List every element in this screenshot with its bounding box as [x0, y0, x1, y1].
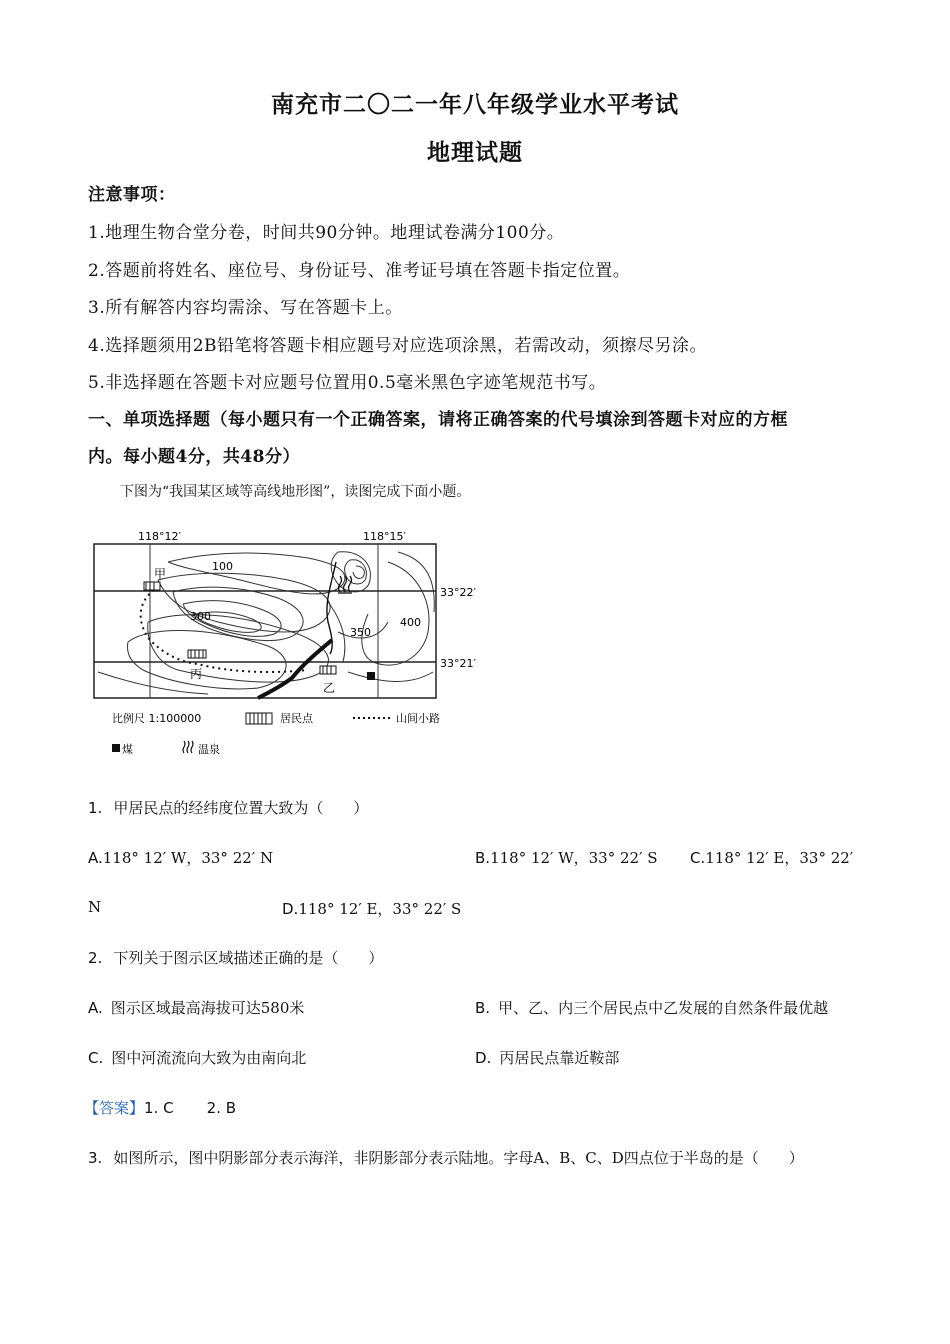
option-label: C. — [690, 849, 706, 867]
lat-label-top: 33°22′ — [440, 586, 476, 599]
q2-option-d[interactable] — [475, 1047, 619, 1068]
exam-title: 南充市二〇二一年八年级学业水平考试 — [271, 91, 679, 118]
q1-option-c-continued: N — [88, 898, 102, 916]
question-number: 1. — [88, 799, 103, 817]
note-item: 3.所有解答内容均需涂、写在答题卡上。 — [88, 298, 403, 318]
option-label: B. — [475, 999, 491, 1017]
coal-symbol — [367, 672, 375, 680]
map-frame — [94, 544, 436, 698]
note-item: 2.答题前将姓名、座位号、身份证号、准考证号填在答题卡指定位置。 — [88, 261, 631, 281]
contour-label-400: 400 — [400, 616, 421, 629]
figure-intro: 下图为“我国某区域等高线地形图”，读图完成下面小题。 — [120, 484, 471, 500]
answer-block — [84, 1097, 236, 1118]
legend-coal: 煤 — [122, 743, 133, 756]
question-3 — [88, 1147, 804, 1168]
option-text: 118° 12′ E，33° 22′ S — [298, 900, 462, 918]
question-2 — [88, 947, 383, 968]
place-label-yi: 乙 — [323, 681, 336, 695]
legend-path: 山间小路 — [396, 712, 440, 725]
section-heading: 一、单项选择题（每小题只有一个正确答案，请将正确答案的代号填涂到答题卡对应的方框 — [88, 410, 788, 430]
option-label: D. — [475, 1049, 492, 1067]
contour-label-100: 100 — [212, 560, 233, 573]
legend-settlement: 居民点 — [280, 712, 313, 725]
option-label: D. — [282, 900, 299, 918]
option-text: 118° 12′ W，33° 22′ N — [102, 849, 274, 867]
question-number: 3. — [88, 1149, 103, 1167]
contour-label-350: 350 — [350, 626, 371, 639]
note-item: 4.选择题须用2B铅笔将答题卡相应题号对应选项涂黑，若需改动，须擦尽另涂。 — [88, 336, 708, 356]
answer-label: 【答案】 — [84, 1099, 145, 1117]
q1-option-d[interactable] — [282, 898, 461, 919]
q1-option-b[interactable] — [475, 847, 658, 868]
option-text: 118° 12′ W，33° 22′ S — [490, 849, 658, 867]
lon-label-right: 118°15′ — [363, 530, 406, 543]
q1-option-c[interactable] — [690, 847, 853, 868]
contour-map — [88, 522, 488, 764]
lat-label-bottom: 33°21′ — [440, 657, 476, 670]
note-item: 1.地理生物合堂分卷，时间共90分钟。地理试卷满分100分。 — [88, 223, 565, 243]
exam-subtitle: 地理试题 — [427, 139, 523, 166]
option-text: 丙居民点靠近鞍部 — [499, 1049, 620, 1067]
legend-coal-icon — [112, 744, 120, 752]
settlement-yi — [320, 666, 336, 674]
notes-heading: 注意事项： — [88, 185, 176, 205]
option-text: 118° 12′ E，33° 22′ — [705, 849, 854, 867]
q2-option-b[interactable] — [475, 997, 828, 1018]
q2-option-a[interactable] — [88, 997, 304, 1018]
option-label: A. — [88, 849, 103, 867]
legend-spring: 温泉 — [198, 743, 220, 756]
note-item: 5.非选择题在答题卡对应题号位置用0.5毫米黑色字迹笔规范书写。 — [88, 373, 607, 393]
contour-label-300: 300 — [190, 610, 211, 623]
q2-option-c[interactable] — [88, 1047, 306, 1068]
place-label-jia: 甲 — [154, 567, 167, 581]
question-number: 2. — [88, 949, 103, 967]
legend-spring-icon — [183, 741, 193, 753]
option-text: 图示区域最高海拔可达580米 — [110, 999, 305, 1017]
option-text: 甲、乙、内三个居民点中乙发展的自然条件最优越 — [498, 999, 829, 1017]
question-stem: 如图所示，图中阴影部分表示海洋，非阴影部分表示陆地。字母A、B、C、D四点位于半岛的是（ ） — [113, 1149, 804, 1167]
option-label: A. — [88, 999, 103, 1017]
option-label: C. — [88, 1049, 104, 1067]
map-scale: 比例尺 1:100000 — [112, 712, 202, 725]
lon-label-left: 118°12′ — [138, 530, 181, 543]
section-heading-cont: 内。每小题4分，共48分） — [88, 447, 300, 467]
question-stem: 甲居民点的经纬度位置大致为（ ） — [113, 799, 369, 817]
q1-option-a[interactable] — [88, 847, 273, 868]
question-1 — [88, 797, 368, 818]
question-stem: 下列关于图示区域描述正确的是（ ） — [113, 949, 384, 967]
answer-2: 2. B — [206, 1099, 237, 1117]
place-label-bing: 丙 — [190, 667, 203, 681]
answer-1: 1. C — [144, 1099, 174, 1117]
option-text: 图中河流流向大致为由南向北 — [111, 1049, 307, 1067]
option-label: B. — [475, 849, 491, 867]
